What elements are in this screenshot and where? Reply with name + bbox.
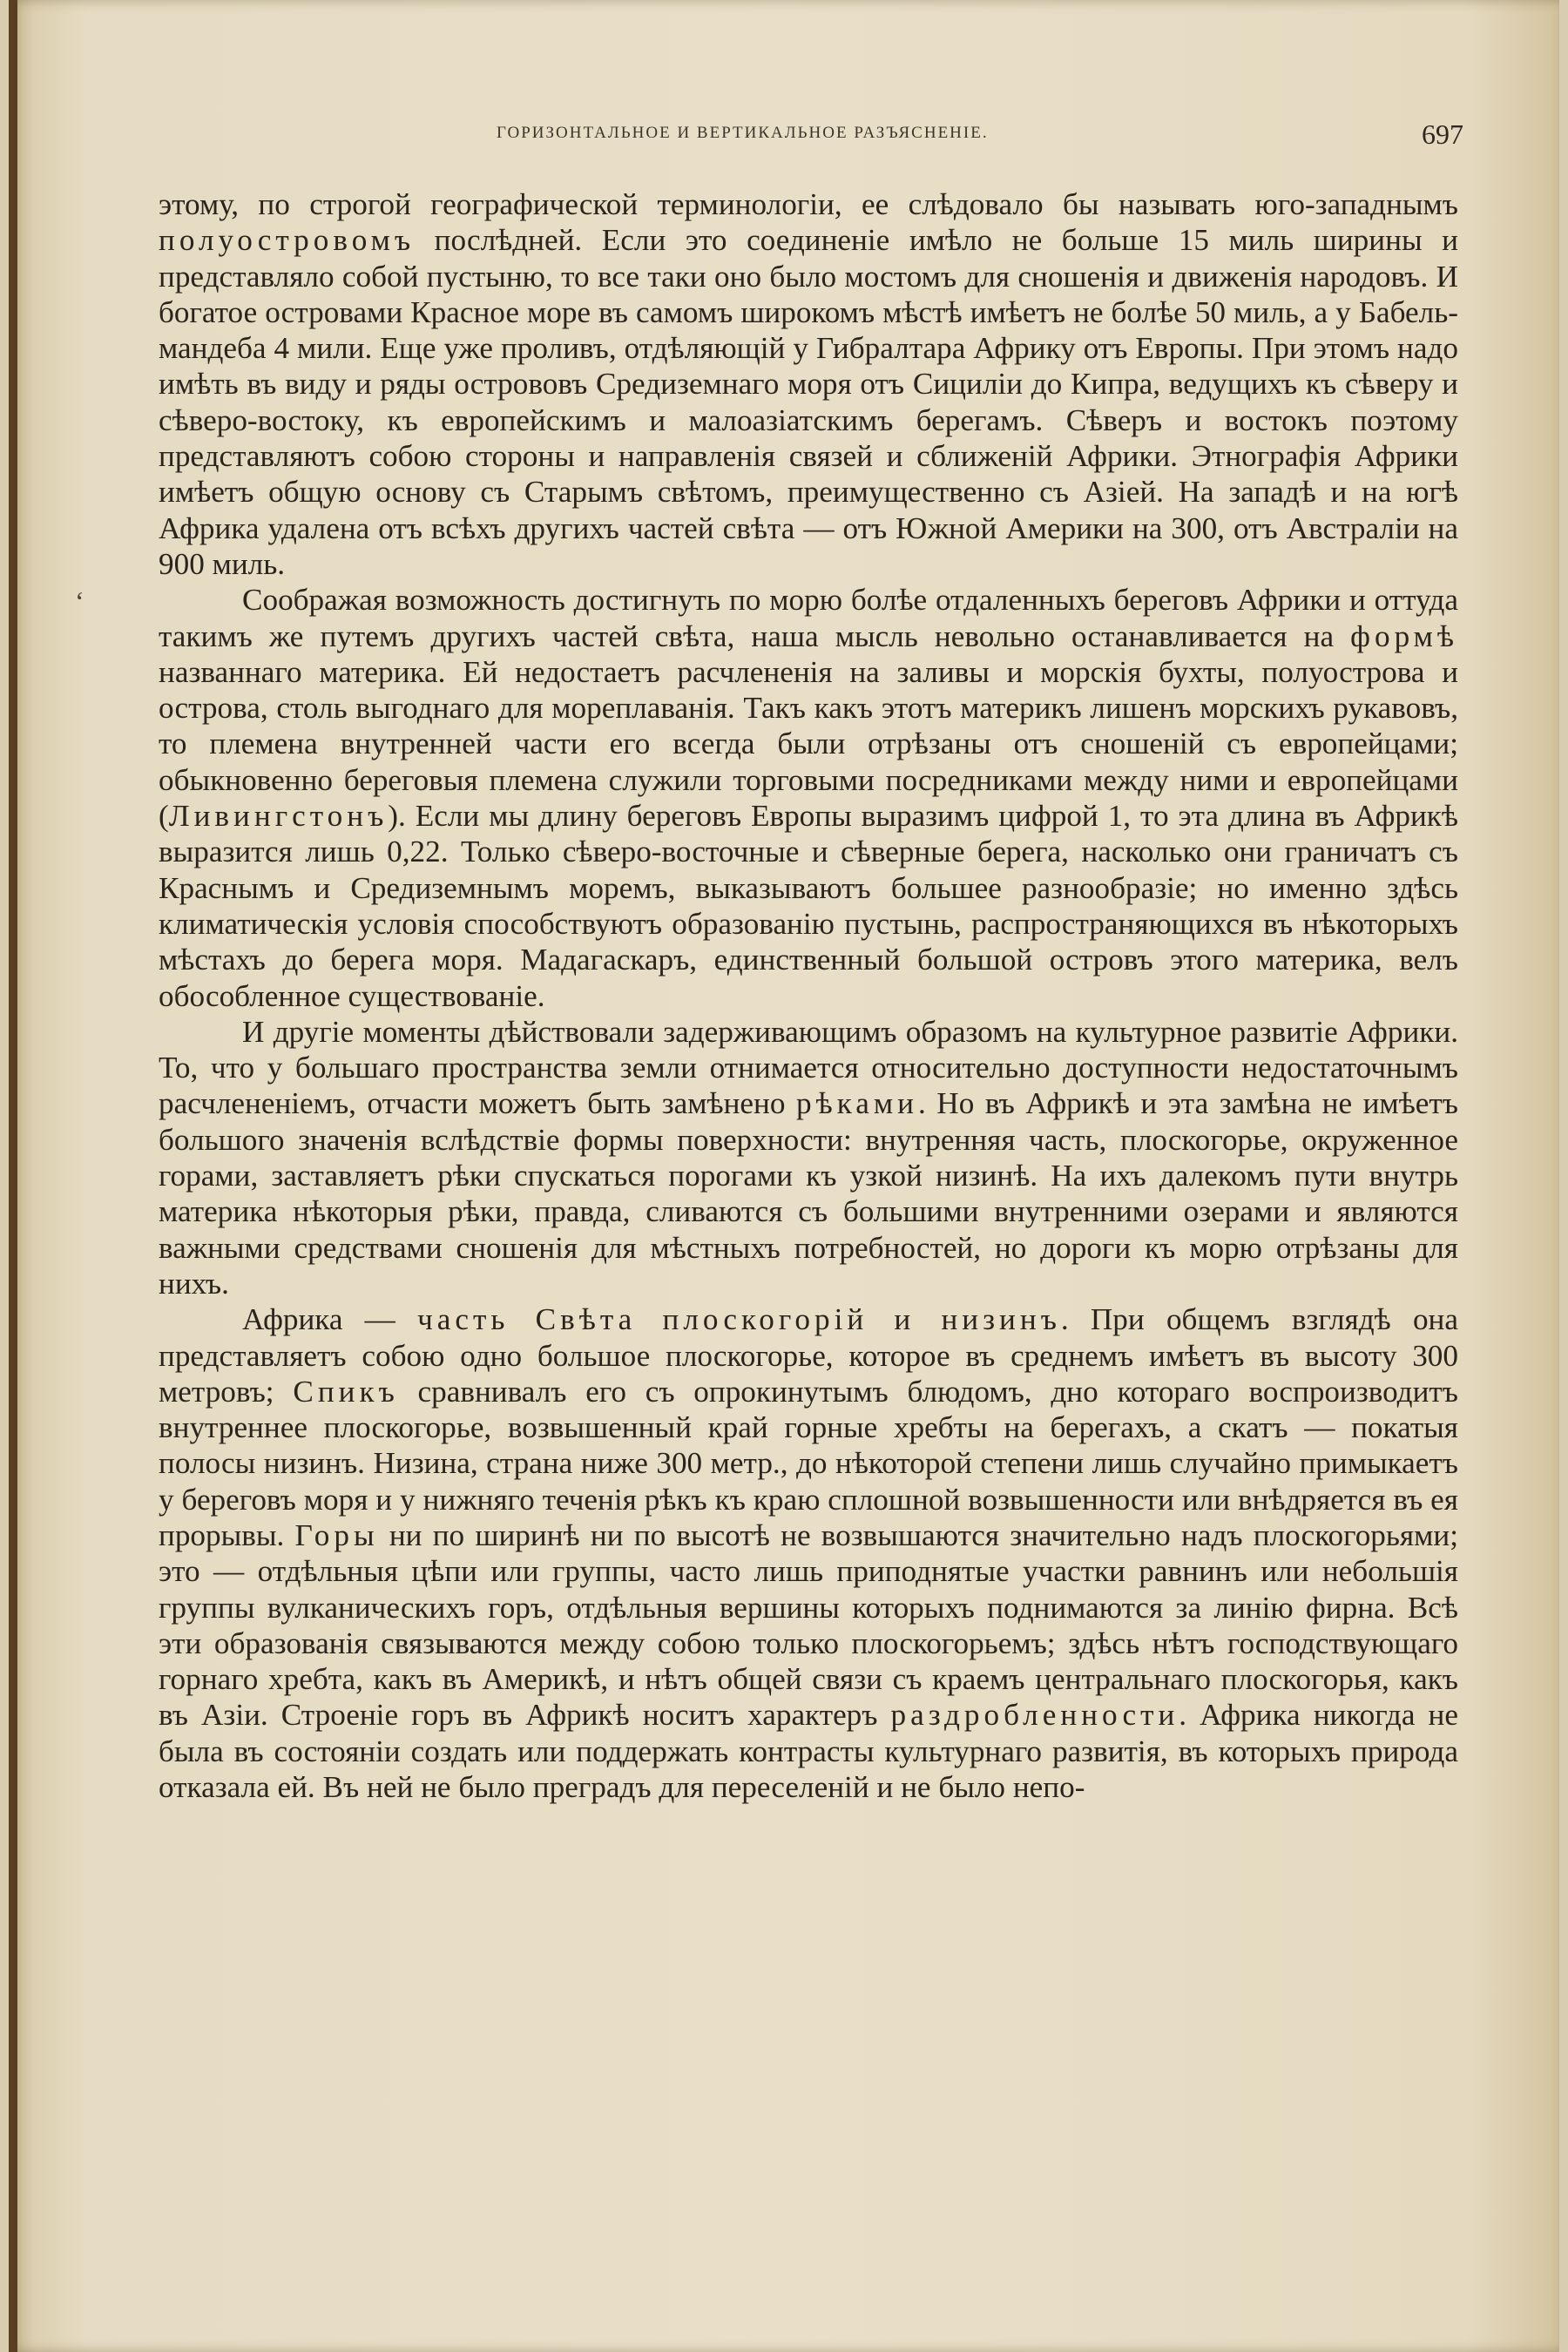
book-page xyxy=(9,0,1559,2352)
text-run: . При общемъ взглядѣ она представляетъ собою одно большое плоскогорье, которое въ среднемъ имѣетъ въ высоту 300 метровъ; xyxy=(159,1302,1458,1409)
emphasized-text: раздробленности xyxy=(890,1698,1179,1733)
text-run: . Африка никогда не была въ состояніи создать или поддержать контрасты культурнаго развитія, въ которыхъ природа отказала ей. Въ ней не было преградъ для переселеній и не было непо- xyxy=(159,1698,1458,1805)
paragraph xyxy=(159,582,1458,1014)
text-run: И другіе моменты дѣйствовали задерживающимъ образомъ на культурное развитіе Африки. То, что у большаго пространства земли отнимается относительно доступности недостаточнымъ расчлененіемъ, отчасти можетъ быть замѣнено xyxy=(159,1014,1458,1121)
running-title: ГОРИЗОНТАЛЬНОЕ И ВЕРТИКАЛЬНОЕ РАЗЪЯСНЕНІЕ. xyxy=(497,124,989,142)
body-text xyxy=(159,186,1458,1805)
page-header xyxy=(157,118,1463,157)
paragraph xyxy=(159,1014,1458,1301)
text-run: Соображая возможность достигнуть по морю болѣе отдаленныхъ береговъ Африки и оттуда такимъ же путемъ другихъ частей свѣта, наша мысль невольно останавливается на xyxy=(159,583,1458,653)
emphasized-text: Горы xyxy=(294,1517,379,1552)
paragraph xyxy=(159,186,1458,582)
emphasized-text: Спикъ xyxy=(293,1374,399,1409)
text-run: ). Если мы длину береговъ Европы выразимъ цифрой 1, то эта длина въ Африкѣ выразится лишь 0,22. Только сѣверо-восточные и сѣверные берега, насколько они граничатъ съ Краснымъ и Средиземнымъ моремъ, выказываютъ большее разнообразіе; но именно здѣсь климатическія условія способствуютъ образованію пустынь, распространяющихся въ нѣкоторыхъ мѣстахъ до берега моря. Мадагаскаръ, единственный большой островъ этого материка, велъ обособленное существованіе. xyxy=(159,799,1458,1013)
text-run: этому, по строгой географической терминологіи, ее слѣдовало бы называть юго-западнымъ xyxy=(159,187,1458,221)
margin-mark: ‘ xyxy=(75,585,84,617)
emphasized-text: формѣ xyxy=(1350,618,1458,653)
emphasized-text: Ливингстонъ xyxy=(168,799,389,834)
text-run: Африка — xyxy=(242,1302,418,1337)
emphasized-text: рѣками xyxy=(796,1086,918,1121)
page-binding-edge xyxy=(9,0,17,2352)
text-run: названнаго материка. Ей недостаетъ расчлененія на заливы и морскія бухты, полуострова и острова, столь выгоднаго для мореплаванія. Такъ какъ этотъ материкъ лишенъ морскихъ рукавовъ, то племена внутренней части его всегда были отрѣзаны отъ сношеній съ европейцами; обыкновенно береговыя племена служили торговыми посредниками между ними и европейцами ( xyxy=(159,654,1458,834)
emphasized-text: полуостровомъ xyxy=(159,223,416,258)
paragraph xyxy=(159,1301,1458,1805)
text-run: ни по ширинѣ ни по высотѣ не возвышаются значительно надъ плоскогорьями; это — отдѣльныя цѣпи или группы, часто лишь приподнятые участки равнинъ или небольшія группы вулканическихъ горъ, отдѣльныя вершины которыхъ поднимаются за линію фирна. Всѣ эти образованія связываются между собою только плоскогорьемъ; здѣсь нѣтъ господствующаго горнаго хребта, какъ въ Америкѣ, и нѣтъ общей связи съ краемъ центральнаго плоскогорья, какъ въ Азіи. Строеніе горъ въ Африкѣ носитъ характеръ xyxy=(159,1517,1458,1733)
emphasized-text: часть Свѣта плоскогорій и низинъ xyxy=(417,1302,1061,1337)
text-run: послѣдней. Если это соединеніе имѣло не больше 15 миль ширины и представляло собой пустыню, то все таки оно было мостомъ для сношенія и движенія народовъ. И богатое островами Красное море въ самомъ широкомъ мѣстѣ имѣетъ не болѣе 50 миль, а у Бабель-мандеба 4 мили. Еще уже проливъ, отдѣляющій у Гибралтара Африку отъ Европы. При этомъ надо имѣть въ виду и ряды острововъ Средиземнаго моря отъ Сициліи до Кипра, ведущихъ къ сѣверу и сѣверо-востоку, къ европейскимъ и малоазіатскимъ берегамъ. Сѣверъ и востокъ поэтому представляютъ собою стороны и направленія связей и сближеній Африки. Этнографія Африки имѣетъ общую основу съ Старымъ свѣтомъ, преимущественно съ Азіей. На западѣ и на югѣ Африка удалена отъ всѣхъ другихъ частей свѣта — отъ Южной Америки на 300, отъ Австраліи на 900 миль. xyxy=(159,223,1458,581)
text-run: сравнивалъ его съ опрокинутымъ блюдомъ, дно котораго воспроизводитъ внутреннее плоскогорье, возвышенный край горные хребты на берегахъ, а скатъ — покатыя полосы низинъ. Низина, страна ниже 300 метр., до нѣкоторой степени лишь случайно примыкаетъ у береговъ моря и у нижняго теченія рѣкъ къ краю сплошной возвышенности или внѣдряется въ ея прорывы. xyxy=(159,1374,1458,1552)
page-number: 697 xyxy=(1422,118,1463,150)
text-run: . Но въ Африкѣ и эта замѣна не имѣетъ большого значенія вслѣдствіе формы поверхности: внутренняя часть, плоскогорье, окруженное горами, заставляетъ рѣки спускаться порогами къ узкой низинѣ. На ихъ далекомъ пути внутрь материка нѣкоторыя рѣки, правда, сливаются съ большими внутренними озерами и являются важными средствами сношенія для мѣстныхъ потребностей, но дороги къ морю отрѣзаны для нихъ. xyxy=(159,1086,1458,1301)
